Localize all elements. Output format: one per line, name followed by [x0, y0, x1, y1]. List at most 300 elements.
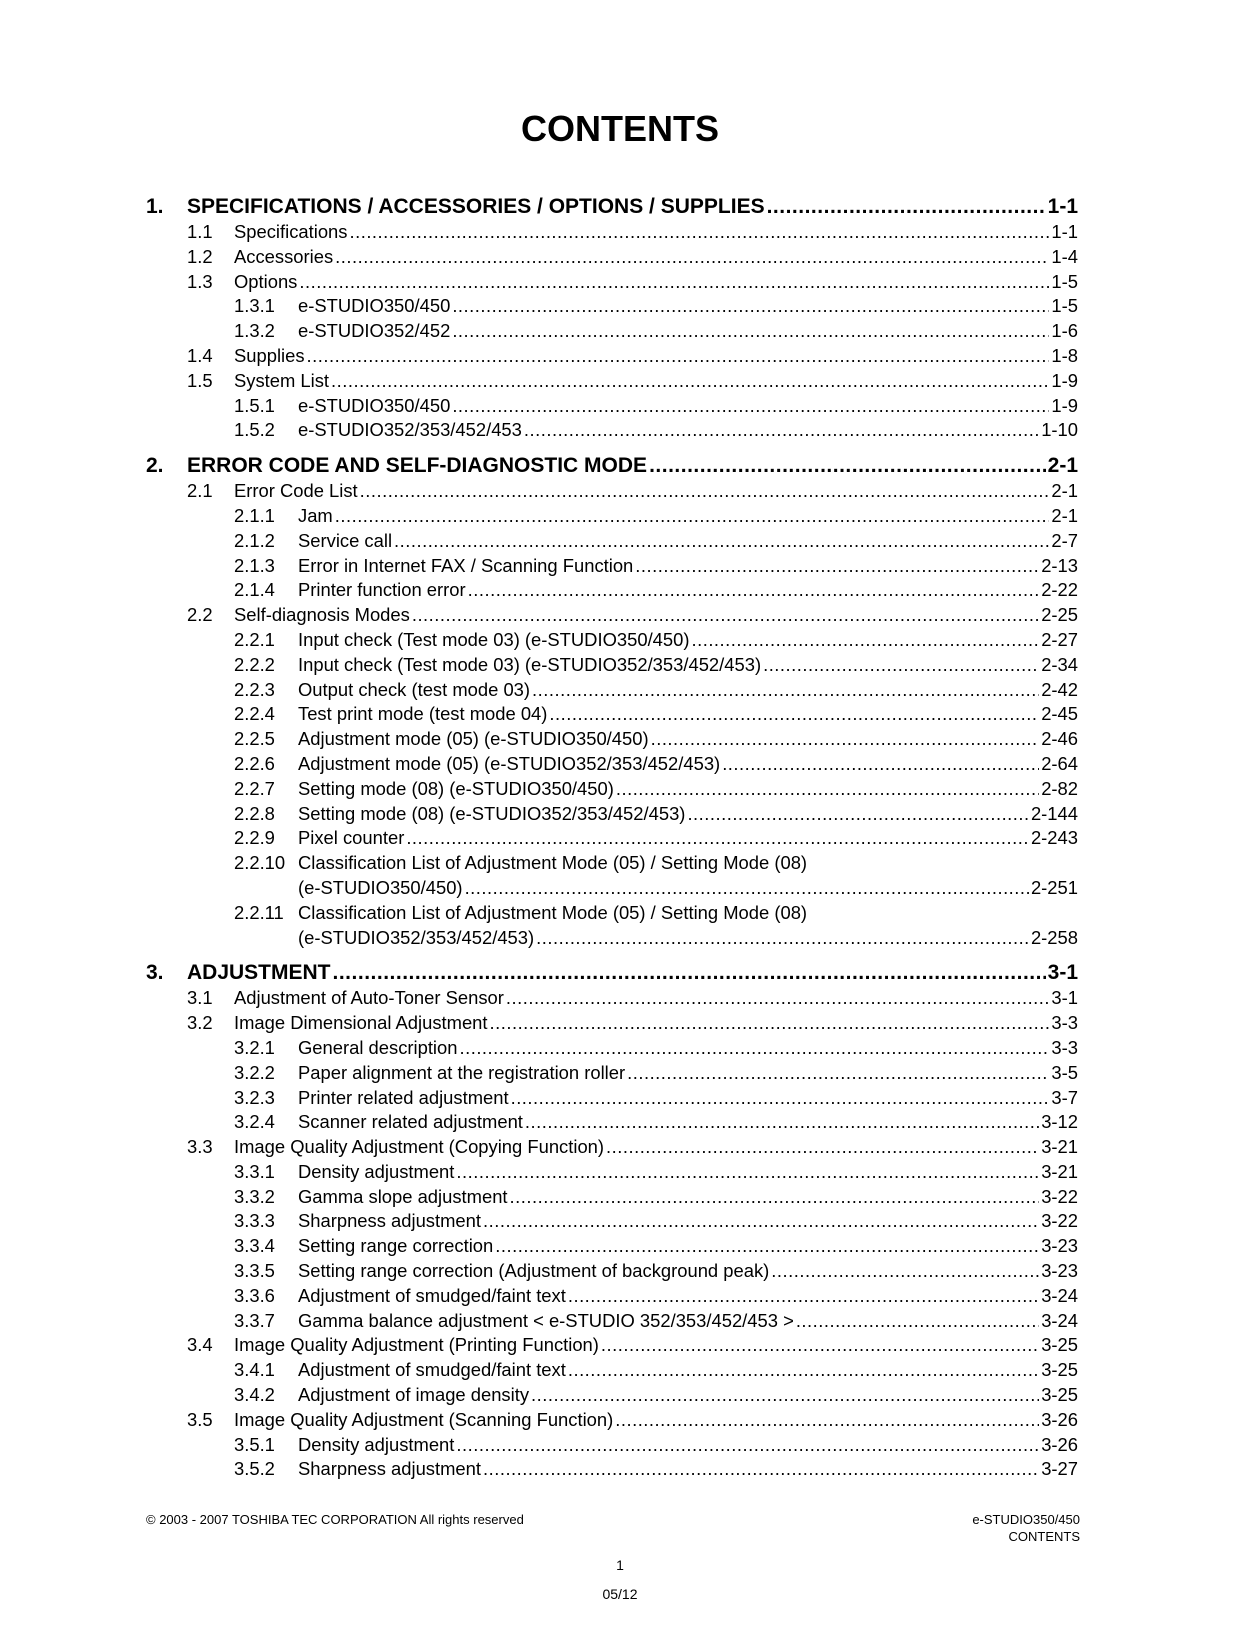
toc-entry[interactable] [146, 1433, 1078, 1458]
toc-entry-title: Supplies [234, 344, 305, 366]
toc-entry-number: 3.4.2 [234, 1384, 275, 1406]
dot-leader [532, 678, 1039, 703]
toc-entry-title: e-STUDIO352/353/452/453 [298, 419, 522, 441]
toc-entry-number: 3.3 [187, 1136, 213, 1158]
toc-entry-body [298, 1309, 1078, 1334]
toc-entry-number: 3.3.3 [234, 1210, 275, 1232]
toc-entry[interactable] [146, 369, 1078, 394]
toc-entry-number: 2.2.7 [234, 777, 275, 799]
toc-entry-body [298, 554, 1078, 579]
toc-entry[interactable] [146, 1061, 1078, 1086]
toc-entry-page: 2-46 [1041, 728, 1078, 750]
toc-entry-title: Test print mode (test mode 04) [298, 703, 548, 725]
toc-entry-body [298, 1383, 1078, 1408]
toc-entry[interactable] [146, 270, 1078, 295]
toc-entry-number: 3.3.7 [234, 1309, 275, 1331]
toc-entry-page: 1-6 [1051, 320, 1078, 342]
toc-entry-page: 1-1 [1047, 195, 1078, 218]
dot-leader [468, 578, 1040, 603]
toc-entry-title: Image Quality Adjustment (Copying Function) [234, 1136, 605, 1158]
toc-entry[interactable] [146, 826, 1078, 851]
toc-entry-body [298, 826, 1078, 851]
toc-entry-title: ADJUSTMENT [187, 961, 331, 985]
toc-entry[interactable] [146, 193, 1078, 220]
dot-leader [360, 479, 1050, 504]
toc-entry-number: 3.3.5 [234, 1260, 275, 1282]
toc-entry-number: 3.3.2 [234, 1185, 275, 1207]
toc-entry-number: 2.2.5 [234, 728, 275, 750]
toc-entry-page: 3-21 [1041, 1136, 1078, 1158]
toc-entry-body [298, 578, 1078, 603]
toc-entry-page: 3-23 [1041, 1260, 1078, 1282]
toc-entry-page: 3-3 [1051, 1012, 1078, 1034]
toc-entry[interactable] [146, 959, 1078, 986]
toc-entry[interactable] [146, 1135, 1078, 1160]
dot-leader [627, 1061, 1049, 1086]
dot-leader [524, 418, 1039, 443]
toc-entry-page: 2-22 [1041, 579, 1078, 601]
toc-entry-title: Setting range correction [298, 1235, 494, 1257]
toc-entry[interactable] [146, 504, 1078, 529]
toc-entry-body [298, 1185, 1078, 1210]
toc-entry-number: 1.1 [187, 221, 213, 242]
page-number: 1 [616, 1557, 624, 1573]
dot-leader [483, 1457, 1039, 1482]
toc-entry-body [234, 479, 1078, 504]
toc-entry-title: Classification List of Adjustment Mode (05) / Setting Mode (08) [298, 852, 808, 874]
toc-entry-body [187, 193, 1078, 220]
toc-entry-title: Adjustment mode (05) (e-STUDIO350/450) [298, 728, 649, 750]
dot-leader [691, 628, 1039, 653]
toc-entry-title: Gamma slope adjustment [298, 1185, 508, 1207]
toc-entry-page: 1-9 [1051, 394, 1078, 416]
toc-entry-number: 2.1.4 [234, 579, 275, 601]
toc-entry-number: 3.2.3 [234, 1086, 275, 1108]
toc-entry[interactable] [146, 653, 1078, 678]
toc-entry-number: 1.3 [187, 270, 213, 292]
toc-entry[interactable] [146, 1383, 1078, 1408]
dot-leader [606, 1135, 1039, 1160]
dot-leader [568, 1358, 1039, 1383]
toc-entry[interactable] [146, 394, 1078, 419]
toc-entry[interactable] [146, 727, 1078, 752]
toc-entry-page: 3-3 [1051, 1036, 1078, 1058]
toc-entry-number: 3.4.1 [234, 1359, 275, 1381]
toc-entry-body [298, 1209, 1078, 1234]
toc-entry-title: System List [234, 369, 330, 391]
footer-doc-info [972, 1511, 1080, 1545]
toc-entry[interactable] [146, 851, 1078, 876]
dot-leader [452, 294, 1049, 319]
toc-entry-number: 2.1.1 [234, 504, 275, 526]
toc-entry-title: Setting mode (08) (e-STUDIO350/450) [298, 777, 614, 799]
toc-entry-body [298, 876, 1078, 901]
toc-entry-title: Scanner related adjustment [298, 1111, 523, 1133]
toc-entry-body [298, 1061, 1078, 1086]
toc-entry-page: 1-9 [1051, 369, 1078, 391]
toc-entry[interactable] [146, 529, 1078, 554]
toc-entry-number: 3.5 [187, 1408, 213, 1430]
toc-entry-title: ERROR CODE AND SELF-DIAGNOSTIC MODE [187, 454, 648, 478]
toc-entry[interactable] [146, 220, 1078, 245]
dot-leader [335, 245, 1049, 270]
toc-entry-title: Density adjustment [298, 1433, 455, 1455]
toc-entry[interactable] [146, 479, 1078, 504]
toc-entry-body [298, 702, 1078, 727]
dot-leader [687, 802, 1029, 827]
toc-entry[interactable] [146, 319, 1078, 344]
toc-entry-page: 3-25 [1041, 1334, 1078, 1356]
toc-entry-title: Printer function error [298, 579, 466, 601]
toc-entry-number: 2.2.11 [234, 901, 284, 923]
toc-entry-title: Error Code List [234, 480, 358, 502]
toc-entry-page: 3-22 [1041, 1185, 1078, 1207]
toc-entry[interactable] [146, 1309, 1078, 1334]
toc-entry-body [298, 727, 1078, 752]
toc-entry-title: (e-STUDIO350/450) [298, 876, 463, 898]
toc-entry-number: 3.3.1 [234, 1160, 275, 1182]
dot-leader [452, 319, 1049, 344]
toc-entry-body [298, 294, 1078, 319]
toc-entry-body [298, 901, 1078, 926]
toc-entry-title: Adjustment of smudged/faint text [298, 1284, 566, 1306]
toc-entry[interactable] [146, 1457, 1078, 1482]
toc-entry-title: Image Quality Adjustment (Scanning Function) [234, 1408, 614, 1430]
toc-entry-body [234, 603, 1078, 628]
dot-leader [651, 727, 1040, 752]
toc-entry-title: Image Quality Adjustment (Printing Function) [234, 1334, 599, 1356]
toc-entry-title: Sharpness adjustment [298, 1458, 481, 1480]
toc-entry-number: 1.5.1 [234, 394, 275, 416]
toc-entry-title: Gamma balance adjustment < e-STUDIO 352/353/452/453 > [298, 1309, 794, 1331]
table-of-contents [146, 193, 1078, 1482]
toc-entry[interactable] [146, 1160, 1078, 1185]
dot-leader [771, 1259, 1039, 1284]
dot-leader [456, 1433, 1039, 1458]
dot-leader [616, 777, 1039, 802]
toc-entry-page: 3-24 [1041, 1309, 1078, 1331]
toc-entry[interactable] [146, 245, 1078, 270]
dot-leader [406, 826, 1029, 851]
toc-entry-page: 2-1 [1047, 454, 1078, 478]
toc-entry-page: 1-5 [1051, 295, 1078, 317]
dot-leader [649, 452, 1046, 479]
toc-entry-title: Pixel counter [298, 827, 405, 849]
toc-entry[interactable] [146, 901, 1078, 926]
dot-leader [525, 1110, 1039, 1135]
toc-entry[interactable] [146, 1259, 1078, 1284]
toc-entry-body [298, 1234, 1078, 1259]
toc-entry[interactable] [146, 777, 1078, 802]
toc-entry-page: 3-5 [1051, 1061, 1078, 1083]
toc-entry-title: e-STUDIO350/450 [298, 394, 451, 416]
toc-entry-body [298, 1433, 1078, 1458]
dot-leader [349, 220, 1049, 245]
toc-entry-number: 3.3.6 [234, 1284, 275, 1306]
toc-entry-number: 2.1.2 [234, 529, 275, 551]
toc-entry[interactable] [146, 418, 1078, 443]
toc-entry[interactable] [146, 1036, 1078, 1061]
toc-entry-number: 2.2.9 [234, 827, 275, 849]
toc-entry-number: 1.3.2 [234, 320, 275, 342]
dot-leader [615, 1408, 1039, 1433]
toc-entry-number: 3.1 [187, 987, 213, 1009]
toc-entry-title: Setting range correction (Adjustment of background peak) [298, 1260, 770, 1282]
dot-leader [549, 702, 1039, 727]
toc-entry-body [234, 245, 1078, 270]
toc-entry-body [234, 1408, 1078, 1433]
toc-entry-body [298, 1358, 1078, 1383]
toc-entry-title: Jam [298, 504, 333, 526]
toc-entry-number: 1.2 [187, 245, 213, 267]
toc-entry[interactable] [146, 628, 1078, 653]
toc-entry-number: 2.2.2 [234, 653, 275, 675]
toc-entry-body [298, 529, 1078, 554]
toc-entry-page: 1-10 [1041, 419, 1078, 441]
toc-entry[interactable] [146, 294, 1078, 319]
toc-entry-body [298, 1259, 1078, 1284]
toc-entry-page: 1-4 [1051, 245, 1078, 267]
toc-entry[interactable] [146, 1234, 1078, 1259]
toc-entry-title: Adjustment of smudged/faint text [298, 1359, 566, 1381]
toc-entry[interactable] [146, 344, 1078, 369]
toc-entry-page: 3-26 [1041, 1408, 1078, 1430]
dot-leader [722, 752, 1039, 777]
toc-entry-page: 3-27 [1041, 1458, 1078, 1480]
dot-leader [307, 344, 1050, 369]
toc-entry-number: 2.2.6 [234, 752, 275, 774]
toc-entry-page: 1-5 [1051, 270, 1078, 292]
dot-leader [635, 554, 1039, 579]
toc-entry-number: 1.3.1 [234, 295, 275, 317]
toc-entry-body [234, 270, 1078, 295]
toc-entry-number: 1.5 [187, 369, 213, 391]
toc-entry-page: 3-26 [1041, 1433, 1078, 1455]
toc-entry[interactable] [146, 554, 1078, 579]
toc-entry[interactable] [146, 452, 1078, 479]
toc-entry-body [234, 344, 1078, 369]
toc-entry-title: Service call [298, 529, 393, 551]
toc-entry-body [298, 851, 1078, 876]
toc-entry-body [234, 1333, 1078, 1358]
toc-entry[interactable] [146, 1333, 1078, 1358]
toc-entry-body [298, 653, 1078, 678]
dot-leader [456, 1160, 1039, 1185]
toc-entry-number: 2. [146, 454, 164, 478]
toc-entry-body [298, 1457, 1078, 1482]
toc-entry[interactable] [146, 702, 1078, 727]
toc-entry-body [298, 1086, 1078, 1111]
toc-entry-title: Adjustment of Auto-Toner Sensor [234, 987, 504, 1009]
dot-leader [394, 529, 1049, 554]
footer-section: CONTENTS [1008, 1529, 1080, 1544]
dot-leader [465, 876, 1029, 901]
toc-entry-page: 2-243 [1030, 827, 1078, 849]
dot-leader [796, 1309, 1039, 1334]
dot-leader [763, 653, 1039, 678]
toc-entry-page: 2-13 [1041, 554, 1078, 576]
toc-entry-number: 3.5.2 [234, 1458, 275, 1480]
toc-entry-title: Accessories [234, 245, 334, 267]
toc-entry-number: 3.2.1 [234, 1036, 275, 1058]
toc-entry-page: 3-1 [1047, 961, 1078, 985]
toc-entry-body [298, 752, 1078, 777]
dot-leader [412, 603, 1039, 628]
toc-entry-body [234, 369, 1078, 394]
toc-entry-title: Classification List of Adjustment Mode (05) / Setting Mode (08) [298, 901, 808, 923]
toc-entry-page: 2-251 [1030, 876, 1078, 898]
toc-entry-title: (e-STUDIO352/353/452/453) [298, 926, 535, 948]
toc-entry-number: 3.2.4 [234, 1111, 275, 1133]
toc-entry-body [298, 926, 1078, 951]
toc-entry-number: 2.2.1 [234, 628, 275, 650]
dot-leader [511, 1086, 1050, 1111]
toc-entry-title: Adjustment of image density [298, 1384, 530, 1406]
toc-entry-title: Options [234, 270, 298, 292]
toc-entry-page: 2-144 [1030, 802, 1078, 824]
toc-entry[interactable] [146, 1110, 1078, 1135]
toc-entry-body [298, 394, 1078, 419]
toc-entry-body [234, 986, 1078, 1011]
toc-entry[interactable] [146, 926, 1078, 951]
toc-entry-title: Adjustment mode (05) (e-STUDIO352/353/452/453) [298, 752, 721, 774]
toc-entry-page: 1-1 [1051, 221, 1078, 242]
toc-entry-page: 3-7 [1051, 1086, 1078, 1108]
toc-entry-page: 2-27 [1041, 628, 1078, 650]
toc-entry-page: 3-24 [1041, 1284, 1078, 1306]
toc-entry-number: 2.2 [187, 604, 213, 626]
toc-entry[interactable] [146, 1358, 1078, 1383]
dot-leader [531, 1383, 1039, 1408]
toc-entry-page: 2-258 [1030, 926, 1078, 948]
toc-entry-page: 3-12 [1041, 1111, 1078, 1133]
dot-leader [568, 1284, 1039, 1309]
toc-entry-page: 2-25 [1041, 604, 1078, 626]
toc-entry-number: 3.4 [187, 1334, 213, 1356]
toc-entry-number: 1. [146, 195, 164, 218]
toc-entry[interactable] [146, 1284, 1078, 1309]
toc-entry-body [298, 777, 1078, 802]
toc-entry-page: 2-42 [1041, 678, 1078, 700]
toc-entry-body [298, 1160, 1078, 1185]
toc-entry-body [187, 959, 1078, 986]
toc-entry-page: 3-25 [1041, 1384, 1078, 1406]
toc-entry-number: 3. [146, 961, 164, 985]
dot-leader [490, 1011, 1050, 1036]
toc-entry-body [298, 678, 1078, 703]
toc-entry-number: 2.2.10 [234, 852, 286, 874]
toc-entry-page: 1-8 [1051, 344, 1078, 366]
toc-entry-number: 3.3.4 [234, 1235, 275, 1257]
dot-leader [495, 1234, 1039, 1259]
toc-entry-number: 1.5.2 [234, 419, 275, 441]
toc-entry-body [234, 220, 1078, 245]
toc-entry-page: 2-7 [1051, 529, 1078, 551]
toc-entry[interactable] [146, 1011, 1078, 1036]
toc-entry-page: 2-64 [1041, 752, 1078, 774]
toc-entry[interactable] [146, 678, 1078, 703]
toc-entry-page: 2-45 [1041, 703, 1078, 725]
toc-entry-title: e-STUDIO352/452 [298, 320, 451, 342]
toc-entry-number: 3.2 [187, 1012, 213, 1034]
toc-entry-page: 3-21 [1041, 1160, 1078, 1182]
toc-entry-number: 3.2.2 [234, 1061, 275, 1083]
toc-entry-page: 3-23 [1041, 1235, 1078, 1257]
dot-leader [299, 270, 1049, 295]
toc-entry-body [298, 1110, 1078, 1135]
toc-entry-title: Input check (Test mode 03) (e-STUDIO352/353/452/453) [298, 653, 762, 675]
toc-entry[interactable] [146, 986, 1078, 1011]
toc-entry-body [298, 1036, 1078, 1061]
toc-entry-number: 3.5.1 [234, 1433, 275, 1455]
toc-entry-title: General description [298, 1036, 458, 1058]
toc-entry[interactable] [146, 876, 1078, 901]
footer-copyright: © 2003 - 2007 TOSHIBA TEC CORPORATION All rights reserved [146, 1512, 524, 1527]
toc-entry-body [298, 802, 1078, 827]
toc-entry-body [298, 1284, 1078, 1309]
toc-entry-title: Error in Internet FAX / Scanning Function [298, 554, 634, 576]
toc-entry-title: Paper alignment at the registration roller [298, 1061, 626, 1083]
toc-entry-page: 3-22 [1041, 1210, 1078, 1232]
toc-entry[interactable] [146, 1185, 1078, 1210]
toc-entry-title: SPECIFICATIONS / ACCESSORIES / OPTIONS / SUPPLIES [187, 195, 765, 218]
dot-leader [536, 926, 1029, 951]
toc-entry-title: Specifications [234, 221, 348, 242]
toc-entry-title: Input check (Test mode 03) (e-STUDIO350/450) [298, 628, 690, 650]
toc-entry-number: 2.2.3 [234, 678, 275, 700]
dot-leader [601, 1333, 1039, 1358]
page-title: CONTENTS [521, 108, 719, 149]
toc-entry-title: Setting mode (08) (e-STUDIO352/353/452/453) [298, 802, 686, 824]
toc-entry-title: Density adjustment [298, 1160, 455, 1182]
dot-leader [331, 369, 1049, 394]
dot-leader [452, 394, 1049, 419]
toc-entry[interactable] [146, 1209, 1078, 1234]
toc-entry[interactable] [146, 802, 1078, 827]
toc-entry-page: 2-1 [1051, 480, 1078, 502]
toc-entry-number: 2.1 [187, 480, 213, 502]
toc-entry-body [298, 628, 1078, 653]
toc-entry-page: 2-1 [1051, 504, 1078, 526]
toc-entry-body [298, 418, 1078, 443]
toc-entry-title: e-STUDIO350/450 [298, 295, 451, 317]
toc-entry-page: 2-82 [1041, 777, 1078, 799]
dot-leader [506, 986, 1050, 1011]
toc-entry-page: 2-34 [1041, 653, 1078, 675]
dot-leader [335, 504, 1050, 529]
toc-entry-number: 2.1.3 [234, 554, 275, 576]
dot-leader [510, 1185, 1040, 1210]
toc-entry-body [298, 319, 1078, 344]
toc-entry[interactable] [146, 752, 1078, 777]
revision-date: 05/12 [602, 1586, 638, 1602]
toc-entry[interactable] [146, 603, 1078, 628]
toc-entry[interactable] [146, 1408, 1078, 1433]
toc-entry[interactable] [146, 1086, 1078, 1111]
toc-entry-title: Image Dimensional Adjustment [234, 1012, 488, 1034]
toc-entry-page: 3-1 [1051, 987, 1078, 1009]
toc-entry-number: 2.2.4 [234, 703, 275, 725]
dot-leader [767, 193, 1046, 220]
toc-entry-body [234, 1135, 1078, 1160]
toc-entry[interactable] [146, 578, 1078, 603]
dot-leader [333, 959, 1046, 986]
dot-leader [483, 1209, 1039, 1234]
toc-entry-page: 3-25 [1041, 1359, 1078, 1381]
toc-entry-body [187, 452, 1078, 479]
toc-entry-body [298, 504, 1078, 529]
toc-entry-title: Output check (test mode 03) [298, 678, 531, 700]
